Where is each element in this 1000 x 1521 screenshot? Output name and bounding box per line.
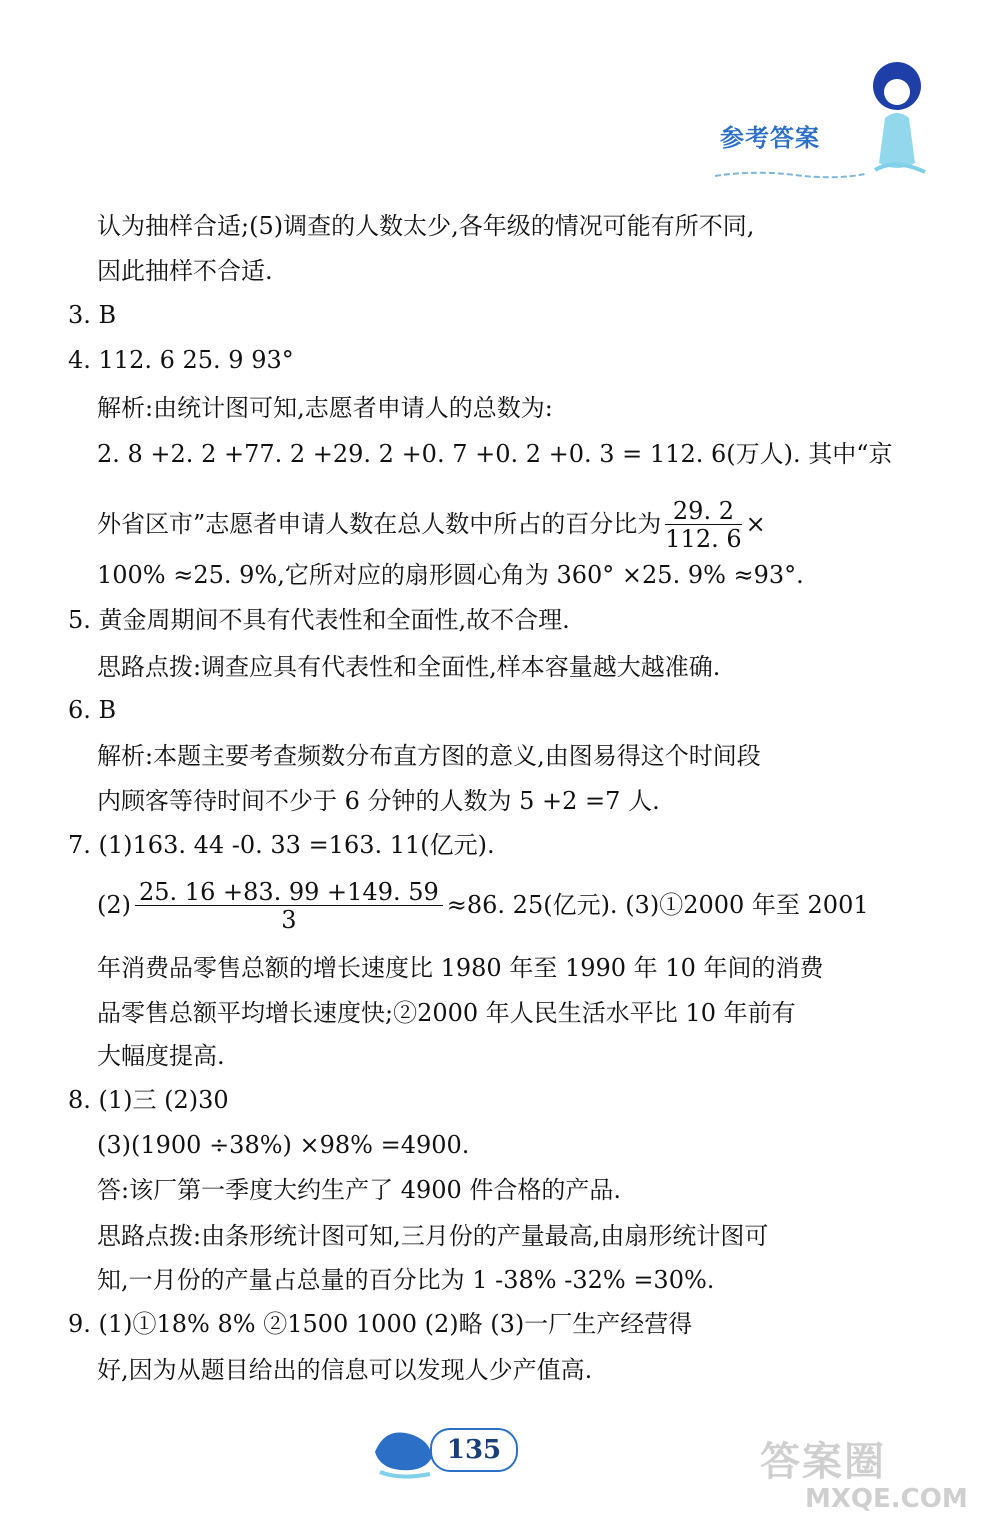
text-line: 解析:由统计图可知,志愿者申请人的总数为: <box>97 394 553 422</box>
fraction-denominator: 3 <box>281 906 297 934</box>
text-line-with-fraction <box>97 498 766 553</box>
fraction <box>665 498 741 553</box>
text-line: 年消费品零售总额的增长速度比 1980 年至 1990 年 10 年间的消费 <box>97 954 824 982</box>
text-segment: (2) <box>97 891 131 919</box>
text-line: 思路点拨:由条形统计图可知,三月份的产量最高,由扇形统计图可 <box>97 1222 769 1250</box>
text-line: 品零售总额平均增长速度快;②2000 年人民生活水平比 10 年前有 <box>97 999 796 1027</box>
fraction-denominator: 112. 6 <box>665 525 742 553</box>
text-line: 答:该厂第一季度大约生产了 4900 件合格的产品. <box>97 1176 622 1204</box>
text-line: 知,一月份的产量占总量的百分比为 1 -38% -32% =30%. <box>97 1266 715 1294</box>
answer-7: 7. (1)163. 44 -0. 33 =163. 11(亿元). <box>68 831 495 859</box>
fraction-numerator: 29. 2 <box>665 498 741 525</box>
fraction-numerator: 25. 16 +83. 99 +149. 59 <box>135 879 443 906</box>
page-number: 135 <box>430 1428 518 1472</box>
text-line: (3)(1900 ÷38%) ×98% =4900. <box>97 1131 470 1159</box>
text-line: 100% ≈25. 9%,它所对应的扇形圆心角为 360° ×25. 9% ≈93°. <box>97 561 804 589</box>
text-segment: × <box>745 510 766 538</box>
answer-9: 9. (1)①18% 8% ②1500 1000 (2)略 (3)一厂生产经营得 <box>68 1310 693 1338</box>
fraction <box>135 879 443 934</box>
text-segment: 外省区市”志愿者申请人数在总人数中所占的百分比为 <box>97 510 662 538</box>
text-line: 认为抽样合适;(5)调查的人数太少,各年级的情况可能有所不同, <box>97 212 755 240</box>
watermark-url: MXQE.COM <box>805 1484 968 1514</box>
text-line: 好,因为从题目给出的信息可以发现人少产值高. <box>97 1356 593 1384</box>
text-line-with-fraction <box>97 879 869 934</box>
cartoon-girl-icon <box>855 58 935 178</box>
answer-4: 4. 112. 6 25. 9 93° <box>68 346 294 374</box>
text-line: 思路点拨:调查应具有代表性和全面性,样本容量越大越准确. <box>97 653 721 681</box>
text-segment: ≈86. 25(亿元). (3)①2000 年至 2001 <box>446 891 869 919</box>
text-line: 2. 8 +2. 2 +77. 2 +29. 2 +0. 7 +0. 2 +0. 3 = 112. 6(万人). 其中“京 <box>97 440 893 468</box>
text-line: 内顾客等待时间不少于 6 分钟的人数为 5 +2 =7 人. <box>97 787 660 815</box>
answer-8: 8. (1)三 (2)30 <box>68 1086 229 1114</box>
header-title: 参考答案 <box>720 124 820 152</box>
text-line: 大幅度提高. <box>97 1042 225 1070</box>
text-line: 因此抽样不合适. <box>97 257 273 285</box>
text-line: 解析:本题主要考查频数分布直方图的意义,由图易得这个时间段 <box>97 742 761 770</box>
answer-3: 3. B <box>68 301 117 329</box>
answer-5: 5. 黄金周期间不具有代表性和全面性,故不合理. <box>68 606 570 634</box>
header-underline-decoration <box>715 168 865 180</box>
header <box>720 118 870 153</box>
watermark-logo: 答案圈 <box>760 1439 886 1485</box>
answer-6: 6. B <box>68 696 117 724</box>
